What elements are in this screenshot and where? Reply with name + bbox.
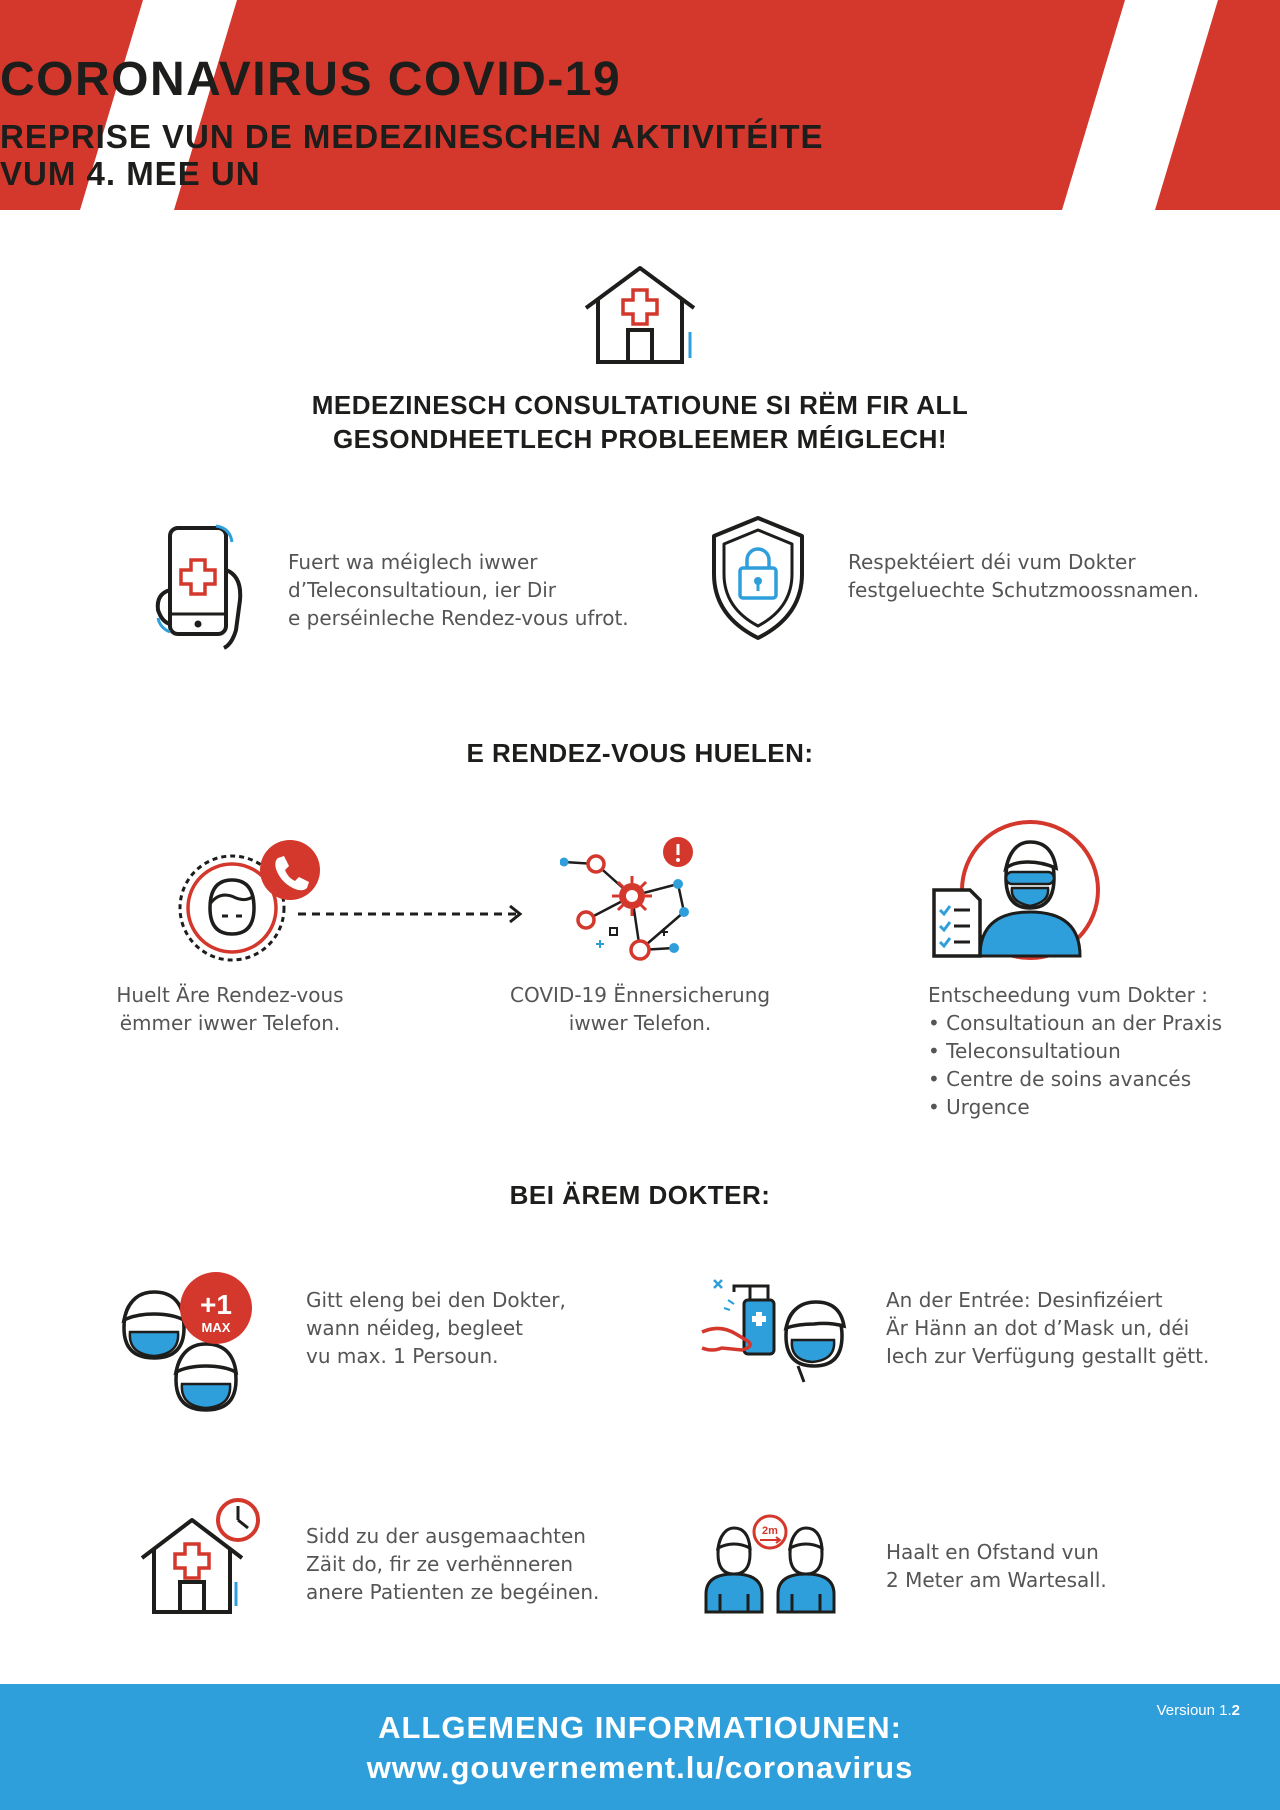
section3-item4-text: Haalt en Ofstand vun 2 Meter am Wartesall. bbox=[886, 1540, 1107, 1592]
page-subtitle-line2: VUM 4. MEE UN bbox=[0, 155, 261, 192]
section3-heading: BEI ÄREM DOKTER: bbox=[509, 1180, 771, 1210]
section2-step3-text: Entscheedung vum Dokter : • Consultatioun an der Praxis • Teleconsultatioun • Centre de soins avancés • Urgence bbox=[928, 983, 1222, 1119]
version-label: Versioun 1.2 bbox=[1156, 1702, 1240, 1719]
section3-item3-text: Sidd zu der ausgemaachten Zäit do, fir ze verhënneren anere Patienten ze begéinen. bbox=[306, 1524, 600, 1604]
dashed-arrow-icon bbox=[296, 902, 528, 926]
max-badge: MAX bbox=[201, 1320, 231, 1335]
footer-banner bbox=[0, 1684, 1280, 1810]
doctor-mask-checklist-icon bbox=[930, 818, 1100, 968]
two-meter-distance-icon bbox=[704, 1514, 840, 1614]
house-clock-icon bbox=[138, 1496, 264, 1618]
section1-item1-text: Fuert wa méiglech iwwer d’Teleconsultatioun, ier Dir e perséinleche Rendez-vous ufrot. bbox=[288, 550, 629, 630]
clinic-house-icon bbox=[580, 262, 700, 367]
section1-heading-line1: MEDEZINESCH CONSULTATIOUNE SI RËM FIR ALL bbox=[311, 390, 969, 420]
section2-step2-text: COVID-19 Ënnersicherung iwwer Telefon. bbox=[510, 983, 771, 1035]
header-banner bbox=[0, 0, 1280, 210]
section3-item1-text: Gitt eleng bei den Dokter, wann néideg, begleet vu max. 1 Persoun. bbox=[306, 1288, 566, 1368]
section2-heading: E RENDEZ-VOUS HUELEN: bbox=[466, 738, 814, 768]
distance-badge: 2m bbox=[762, 1525, 778, 1537]
footer-heading: ALLGEMENG INFORMATIOUNEN: bbox=[378, 1710, 902, 1745]
footer-url-link[interactable]: www.gouvernement.lu/coronavirus bbox=[366, 1750, 914, 1785]
section3-item2-text: An der Entrée: Desinfizéiert Är Hänn an dot d’Mask un, déi Iech zur Verfügung gestallt gëtt. bbox=[886, 1288, 1210, 1368]
hand-sanitizer-mask-icon bbox=[700, 1270, 850, 1385]
plus-one-badge: +1 bbox=[200, 1289, 232, 1320]
section1-heading-line2: GESONDHEETLECH PROBLEEMER MÉIGLECH! bbox=[332, 424, 948, 454]
page-title: CORONAVIRUS COVID-19 bbox=[0, 53, 622, 106]
section2-step1-text: Huelt Äre Rendez-vous ëmmer iwwer Telefon. bbox=[116, 983, 344, 1035]
shield-lock-icon bbox=[706, 512, 810, 644]
page-subtitle-line1: REPRISE VUN DE MEDEZINESCHEN AKTIVITÉITE bbox=[0, 118, 824, 155]
virus-network-icon bbox=[560, 834, 710, 969]
section1-item2-text: Respektéiert déi vum Dokter festgeluechte Schutzmoossnamen. bbox=[848, 550, 1200, 602]
two-masked-people-icon bbox=[120, 1272, 260, 1422]
phone-medical-cross-icon bbox=[150, 520, 250, 650]
